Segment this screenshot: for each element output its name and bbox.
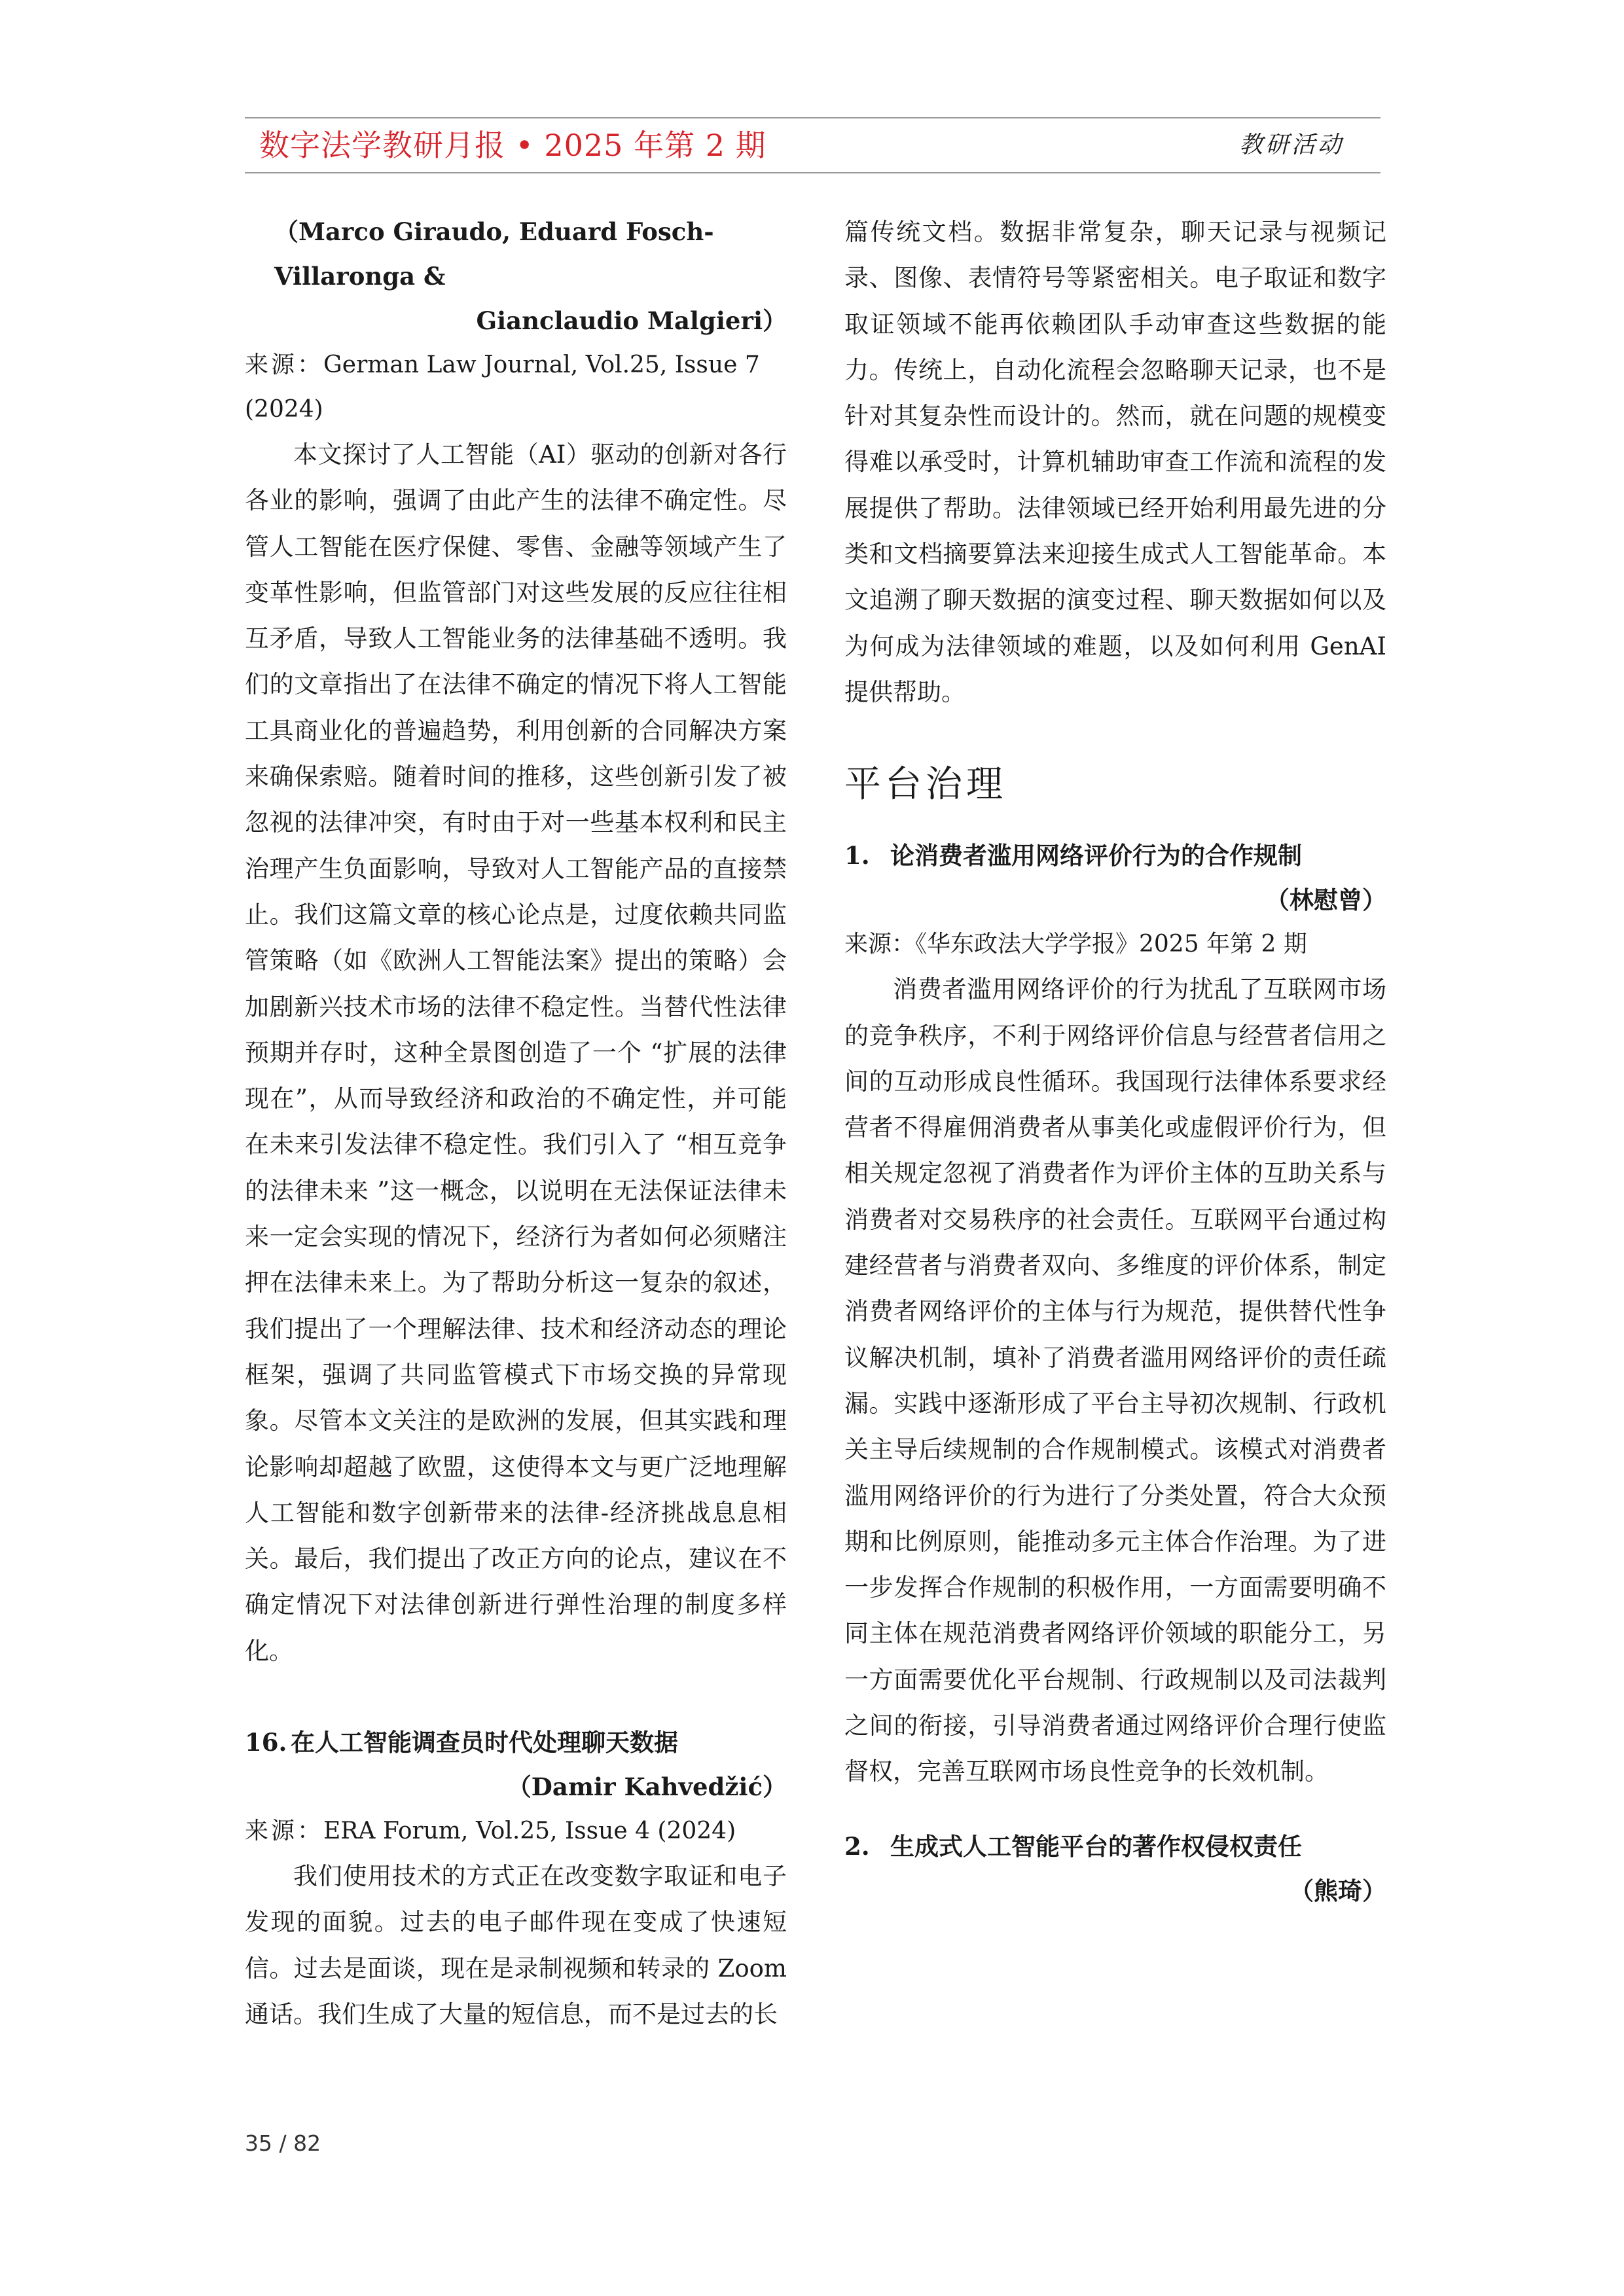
entry16-title — [245, 1720, 787, 1765]
item1-number: 1. — [844, 841, 870, 870]
item2-author: （熊琦） — [1290, 1876, 1386, 1905]
entry16-source-label: 来源： — [245, 1818, 324, 1845]
right-column — [844, 209, 1386, 1913]
spacer — [245, 1674, 787, 1720]
entry15-abstract: 本文探讨了人工智能（AI）驱动的创新对各行各业的影响，强调了由此产生的法律不确定性。尽管人工智能在医疗保健、零售、金融等领域产生了变革性影响，但监管部门对这些发展的反应往往相互矛盾，导致人工智能业务的法律基础不透明。我们的文章指出了在法律不确定的情况下将人工智能工具商业化的普遍趋势，利用创新的合同解决方案来确保索赔。随着时间的推移，这些创新引发了被忽视的法律冲突，有时由于对一些基本权利和民主治理产生负面影响，导致对人工智能产品的直接禁止。我们这篇文章的核心论点是，过度依赖共同监管策略（如《欧洲人工智能法案》提出的策略）会加剧新兴技术市场的法律不稳定性。当替代性法律预期并存时，这种全景图创造了一个 “扩展的法律现在”，从而导致经济和政治的不确定性，并可能在未来引发法律不稳定性。我们引入了 “相互竞争的法律未来 ”这一概念，以说明在无法保证法律未来一定会实现的情况下，经济行为者如何必须赌注押在法律未来上。为了帮助分析这一复杂的叙述，我们提出了一个理解法律、技术和经济动态的理论框架，强调了共同监管模式下市场交换的异常现象。尽管本文关注的是欧洲的发展，但其实践和理论影响却超越了欧盟，这使得本文与更广泛地理解人工智能和数字创新带来的法律-经济挑战息息相关。最后，我们提出了改正方向的论点，建议在不确定情况下对法律创新进行弹性治理的制度多样化。 — [245, 440, 787, 1665]
entry16-title-text: 在人工智能调查员时代处理聊天数据 — [291, 1728, 678, 1757]
header-rule-bottom — [245, 172, 1380, 173]
entry15-source-text: German Law Journal, Vol.25, Issue 7 (2024) — [245, 351, 760, 423]
spacer — [844, 811, 1386, 833]
spacer — [844, 1795, 1386, 1824]
entry15-authors-line2: Gianclaudio Malgieri） — [476, 306, 787, 335]
entry15-source-label: 来源： — [245, 351, 324, 378]
entry15-source — [245, 343, 787, 432]
entry16-abstract-continued: 篇传统文档。数据非常复杂，聊天记录与视频记录、图像、表情符号等紧密相关。电子取证和数字取证领域不能再依赖团队手动审查这些数据的能力。传统上，自动化流程会忽略聊天记录，也不是针对其复杂性而设计的。然而，就在问题的规模变得难以承受时，计算机辅助审查工作流和流程的发展提供了帮助。法律领域已经开始利用最先进的分类和文档摘要算法来迎接生成式人工智能革命。本文追溯了聊天数据的演变过程、聊天数据如何以及为何成为法律领域的难题，以及如何利用 GenAI 提供帮助。 — [844, 218, 1386, 706]
entry15-authors-line1: （Marco Giraudo, Eduard Fosch-Villaronga & — [274, 217, 714, 291]
item1-author: （林慰曾） — [1265, 886, 1386, 915]
journal-title: 数字法学教研月报 • 2025 年第 2 期 — [259, 128, 767, 163]
section-heading: 平台治理 — [844, 763, 1007, 806]
entry16-source — [245, 1809, 787, 1854]
item1-title-text: 论消费者滥用网络评价行为的合作规制 — [890, 841, 1302, 870]
item1-title — [844, 833, 1386, 878]
item1-source: 来源：《华东政法大学学报》2025 年第 2 期 — [844, 931, 1307, 958]
spacer — [844, 715, 1386, 759]
item2-number: 2. — [844, 1831, 870, 1861]
item2-title-text: 生成式人工智能平台的著作权侵权责任 — [890, 1831, 1302, 1861]
entry16-abstract-part1: 我们使用技术的方式正在改变数字取证和电子发现的面貌。过去的电子邮件现在变成了快速短信。过去是面谈，现在是录制视频和转录的 Zoom 通话。我们生成了大量的短信息，而不是过去的长 — [245, 1862, 787, 2028]
header-rule-top — [245, 117, 1380, 118]
page-number: 35 / 82 — [245, 2130, 321, 2156]
section-tag: 教研活动 — [1238, 132, 1344, 158]
entry16-source-text: ERA Forum, Vol.25, Issue 4 (2024) — [323, 1818, 736, 1845]
left-column — [245, 209, 787, 2037]
entry16-author: （Damir Kahvedžić） — [507, 1772, 787, 1802]
item2-title — [844, 1824, 1386, 1869]
item1-abstract: 消费者滥用网络评价的行为扰乱了互联网市场的竞争秩序，不利于网络评价信息与经营者信用之间的互动形成良性循环。我国现行法律体系要求经营者不得雇佣消费者从事美化或虚假评价行为，但相关规定忽视了消费者作为评价主体的互助关系与消费者对交易秩序的社会责任。互联网平台通过构建经营者与消费者双向、多维度的评价体系，制定消费者网络评价的主体与行为规范，提供替代性争议解决机制，填补了消费者滥用网络评价的责任疏漏。实践中逐渐形成了平台主导初次规制、行政机关主导后续规制的合作规制模式。该模式对消费者滥用网络评价的行为进行了分类处置，符合大众预期和比例原则，能推动多元主体合作治理。为了进一步发挥合作规制的积极作用，一方面需要明确不同主体在规范消费者网络评价领域的职能分工，另一方面需要优化平台规制、行政规制以及司法裁判之间的衔接，引导消费者通过网络评价合理行使监督权，完善互联网市场良性竞争的长效机制。 — [844, 975, 1386, 1786]
entry16-number: 16. — [245, 1728, 287, 1757]
